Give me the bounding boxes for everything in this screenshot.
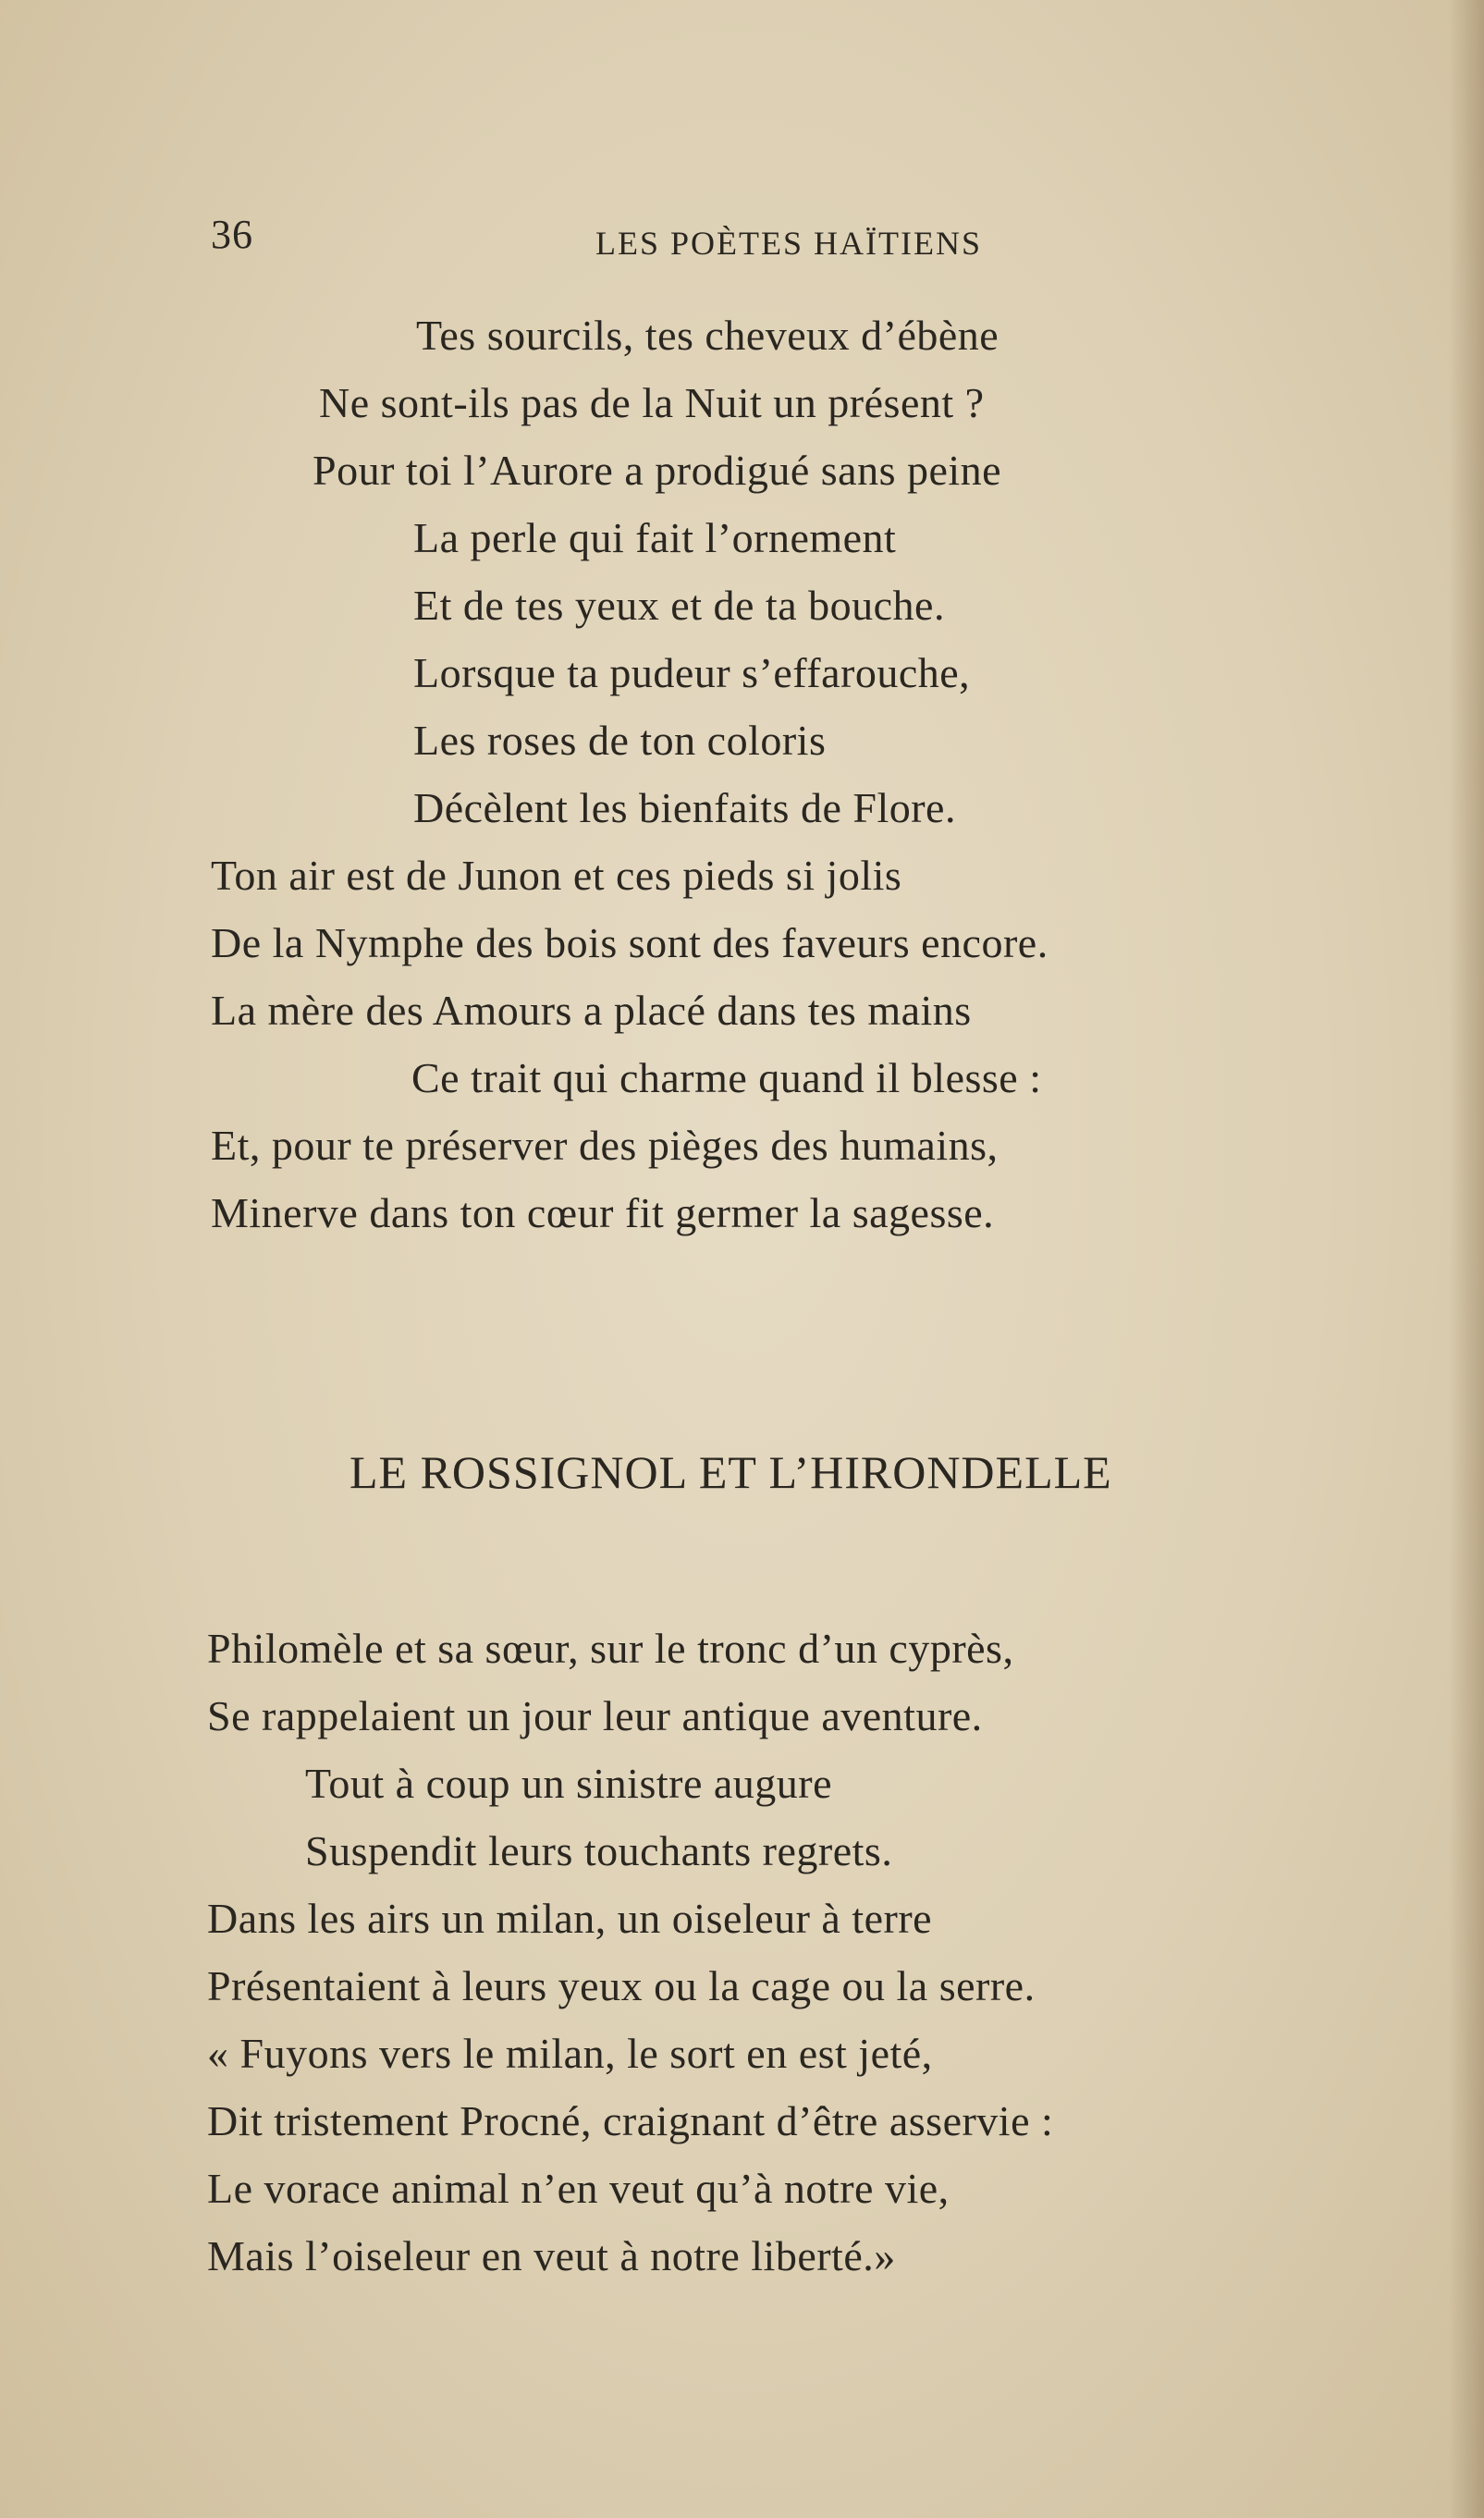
running-head: LES POÈTES HAÏTIENS [595,225,982,262]
verse-line: Mais l’oiseleur en veut à notre liberté.» [207,2232,896,2279]
verse-line: Philomèle et sa sœur, sur le tronc d’un cyprès, [207,1625,1014,1672]
verse-line: Ne sont-ils pas de la Nuit un présent ? [319,379,985,426]
page-header [211,211,1043,262]
verse-line: Tes sourcils, tes cheveux d’ébène [416,312,1000,359]
verse-line: Minerve dans ton cœur fit germer la sagesse. [211,1189,995,1236]
verse-line: Les roses de ton coloris [413,717,827,764]
verse-line: Le vorace animal n’en veut qu’à notre vie, [207,2165,950,2212]
verse-line: La mère des Amours a placé dans tes mains [211,987,972,1034]
verse-line: Se rappelaient un jour leur antique aventure. [207,1692,983,1739]
page-edge-shadow [1449,0,1484,2518]
verse-line: Dans les airs un milan, un oiseleur à terre [207,1895,933,1942]
verse-line: De la Nymphe des bois sont des faveurs encore. [211,919,1049,966]
verse-line: Lorsque ta pudeur s’effarouche, [413,649,971,696]
verse-line: La perle qui fait l’ornement [413,514,897,561]
verse-line: Dit tristement Procné, craignant d’être asservie : [207,2097,1054,2144]
verse-line: Suspendit leurs touchants regrets. [305,1827,893,1874]
verse-line: Et, pour te préserver des pièges des humains, [211,1122,999,1169]
verse-line: Pour toi l’Aurore a prodigué sans peine [313,447,1002,494]
verse-line: Ton air est de Junon et ces pieds si jolis [211,852,902,899]
verse-line: Et de tes yeux et de ta bouche. [413,582,945,629]
verse-line: Tout à coup un sinistre augure [305,1760,833,1807]
verse-line: « Fuyons vers le milan, le sort en est jeté, [207,2030,933,2077]
poem-title: LE ROSSIGNOL ET L’HIRONDELLE [350,1446,1112,1498]
verse-line: Décèlent les bienfaits de Flore. [413,784,956,831]
verse-line: Ce trait qui charme quand il blesse : [411,1054,1042,1101]
verse-line: Présentaient à leurs yeux ou la cage ou la serre. [207,1962,1036,2009]
page-number: 36 [211,212,253,257]
